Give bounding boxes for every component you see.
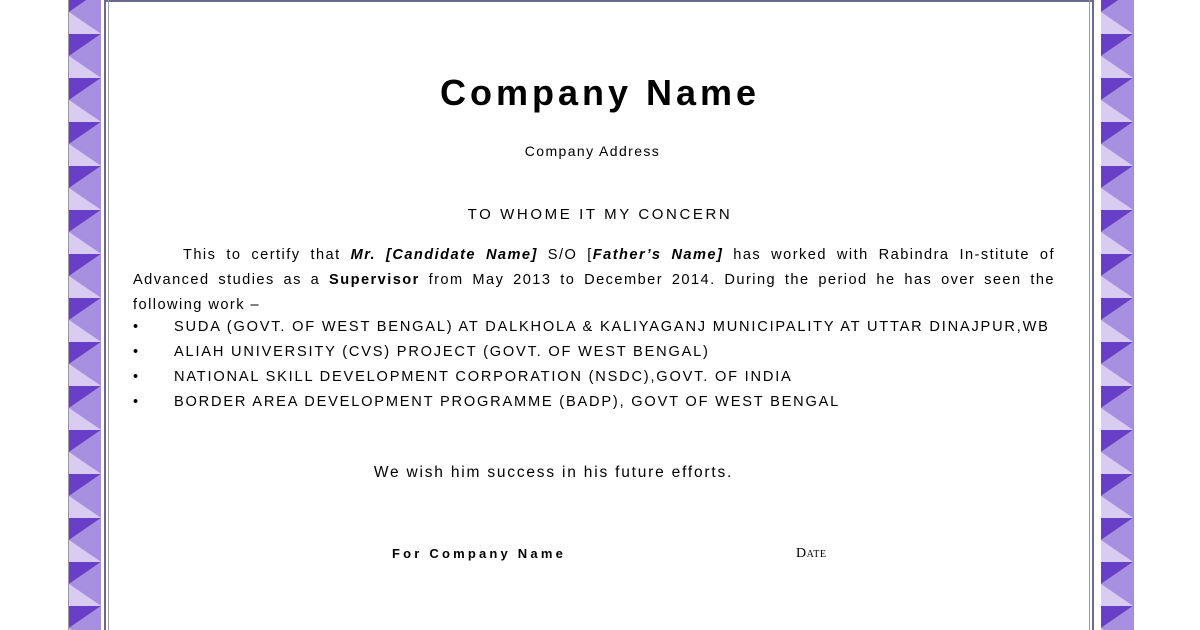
work-list	[133, 315, 1055, 415]
body-text-part3: has worked with Rabindra In-stitute of Advanced studies as a	[133, 247, 1055, 288]
role-title: Supervisor	[329, 272, 420, 288]
body-text-part1: This to certify that	[183, 247, 351, 263]
work-item-text: BORDER AREA DEVELOPMENT PROGRAMME (BADP), GOVT OF WEST BENGAL	[174, 394, 841, 410]
list-item	[133, 365, 1055, 390]
list-item	[133, 315, 1055, 340]
closing-wish: We wish him success in his future efforts.	[373, 464, 734, 481]
work-item-text: ALIAH UNIVERSITY (CVS) PROJECT (GOVT. OF WEST BENGAL)	[174, 344, 710, 360]
father-name: Father’s Name]	[592, 247, 724, 263]
bullet-icon: •	[133, 369, 140, 385]
bullet-icon: •	[133, 319, 140, 335]
list-item	[133, 340, 1055, 365]
date-label: Date	[796, 546, 827, 561]
work-item-text: NATIONAL SKILL DEVELOPMENT CORPORATION (NSDC),GOVT. OF INDIA	[174, 369, 793, 385]
bullet-icon: •	[133, 394, 140, 410]
signature-date	[796, 546, 826, 562]
list-item	[133, 390, 1055, 415]
body-text-part2: S/O [	[537, 247, 593, 263]
work-item-text: SUDA (GOVT. OF WEST BENGAL) AT DALKHOLA & KALIYAGANJ MUNICIPALITY AT UTTAR DINAJPUR,WB	[174, 319, 1050, 335]
body-text-part4: from May 2013 to December 2014. During the period he has over seen the following work –	[133, 272, 1055, 313]
bullet-icon: •	[133, 344, 140, 360]
certification-paragraph	[133, 243, 1055, 318]
letter-heading: TO WHOME IT MY CONCERN	[467, 206, 733, 223]
company-address: Company Address	[524, 143, 661, 159]
company-name-title: Company Name	[439, 72, 761, 113]
signature-company: For Company Name	[392, 546, 567, 561]
candidate-name: Mr. [Candidate Name]	[350, 247, 538, 263]
